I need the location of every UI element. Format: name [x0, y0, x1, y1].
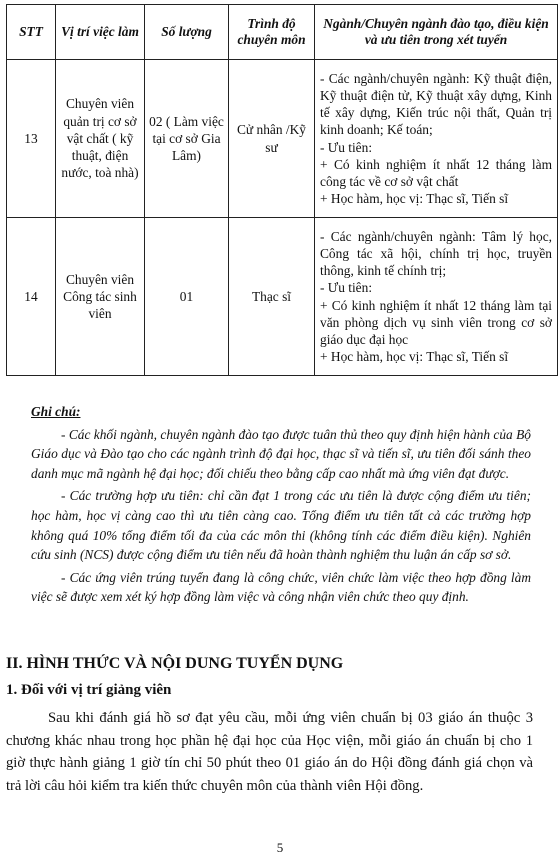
- section-subheading: 1. Đối với vị trí giảng viên: [6, 682, 172, 698]
- requirement-line: - Ưu tiên:: [320, 280, 373, 296]
- requirement-line: - Các ngành/chuyên ngành: Tâm lý học, Công tác xã hội, chính trị học, truyền thông, kinh tế chính trị;: [320, 228, 552, 279]
- note-paragraph: - Các khối ngành, chuyên ngành đào tạo được tuân thủ theo quy định hiện hành của Bộ Giáo dục và Đào tạo cho các ngành trình độ đại học, thạc sĩ và tiến sĩ, ưu tiên đối sánh theo danh mục mã ngành hệ đại học; đối chiếu theo bằng cấp cao nhất mà ứng viên đạt được.: [31, 426, 531, 481]
- row-level: Thạc sĩ: [229, 218, 315, 376]
- section-heading: II. HÌNH THỨC VÀ NỘI DUNG TUYỂN DỤNG: [6, 655, 344, 672]
- note-paragraph: - Các trường hợp ưu tiên: chỉ cần đạt 1 trong các ưu tiên là được cộng điểm ưu tiên; học hàm, học vị càng cao thì ưu tiên càng cao. Tổng điểm ưu tiên tất cả các trường hợp không quá 10% tổng điểm tối đa của các môn thi (không tính các điểm điều kiện). Nghiên cứu sinh (NCS) được cộng điểm ưu tiên nếu đã hoàn thành nghiệm thu luận án cấp sơ sở.: [31, 488, 531, 563]
- row-stt: 13: [7, 60, 56, 218]
- requirement-line: - Các ngành/chuyên ngành: Kỹ thuật điện, Kỹ thuật điện tử, Kỹ thuật xây dựng, Kinh tế xây dựng, Kiến trúc nội thất, Quản trị kinh doanh; Kế toán;: [320, 70, 552, 138]
- section-body: Sau khi đánh giá hồ sơ đạt yêu cầu, mỗi ứng viên chuẩn bị 03 giáo án thuộc 3 chương khác nhau trong học phần hệ đại học của Học viện, mỗi giáo án chuẩn bị cho 1 giờ thực hành giảng 1 giờ tín chỉ 50 phút theo 01 giáo án do Hội đồng đánh giá chọn và trả lời câu hỏi kiểm tra kiến thức chuyên môn của thành viên Hội đồng.: [6, 710, 533, 794]
- row-quantity: 01: [145, 218, 229, 376]
- notes-block: [31, 402, 531, 610]
- row-quantity: 02 ( Làm việc tại cơ sở Gia Lâm): [145, 60, 229, 218]
- header-quantity: Số lượng: [145, 5, 229, 60]
- header-position: Vị trí việc làm: [56, 5, 145, 60]
- note-paragraph: - Các ứng viên trúng tuyển đang là công chức, viên chức làm việc theo hợp đồng làm việc sẽ được xem xét ký hợp đồng làm việc và công nhận viên chức theo quy định.: [31, 569, 531, 605]
- notes-label: Ghi chú:: [31, 404, 81, 419]
- requirement-line: - Ưu tiên:: [320, 139, 373, 155]
- table-row: [7, 60, 558, 218]
- recruitment-table: [6, 4, 558, 376]
- page-number: 5: [276, 840, 284, 855]
- row-position: Chuyên viên Công tác sinh viên: [56, 218, 145, 376]
- header-stt: STT: [7, 5, 56, 60]
- header-requirements: Ngành/Chuyên ngành đào tạo, điều kiện và ưu tiên trong xét tuyển: [315, 5, 558, 60]
- row-requirements: [315, 218, 558, 376]
- requirement-line: + Học hàm, học vị: Thạc sĩ, Tiến sĩ: [320, 349, 509, 365]
- row-requirements: [315, 60, 558, 218]
- table-row: [7, 218, 558, 376]
- table-header-row: [7, 5, 558, 60]
- requirement-line: + Có kinh nghiệm ít nhất 12 tháng làm công tác về cơ sở vật chất: [320, 156, 552, 189]
- requirement-line: + Học hàm, học vị: Thạc sĩ, Tiến sĩ: [320, 191, 509, 207]
- row-stt: 14: [7, 218, 56, 376]
- row-level: Cử nhân /Kỹ sư: [229, 60, 315, 218]
- row-position: Chuyên viên quản trị cơ sở vật chất ( kỹ thuật, điện nước, toà nhà): [56, 60, 145, 218]
- requirement-line: + Có kinh nghiệm ít nhất 12 tháng làm tại văn phòng dịch vụ sinh viên trong cơ sở giáo dục đại học: [320, 297, 552, 347]
- header-level: Trình độ chuyên môn: [229, 5, 315, 60]
